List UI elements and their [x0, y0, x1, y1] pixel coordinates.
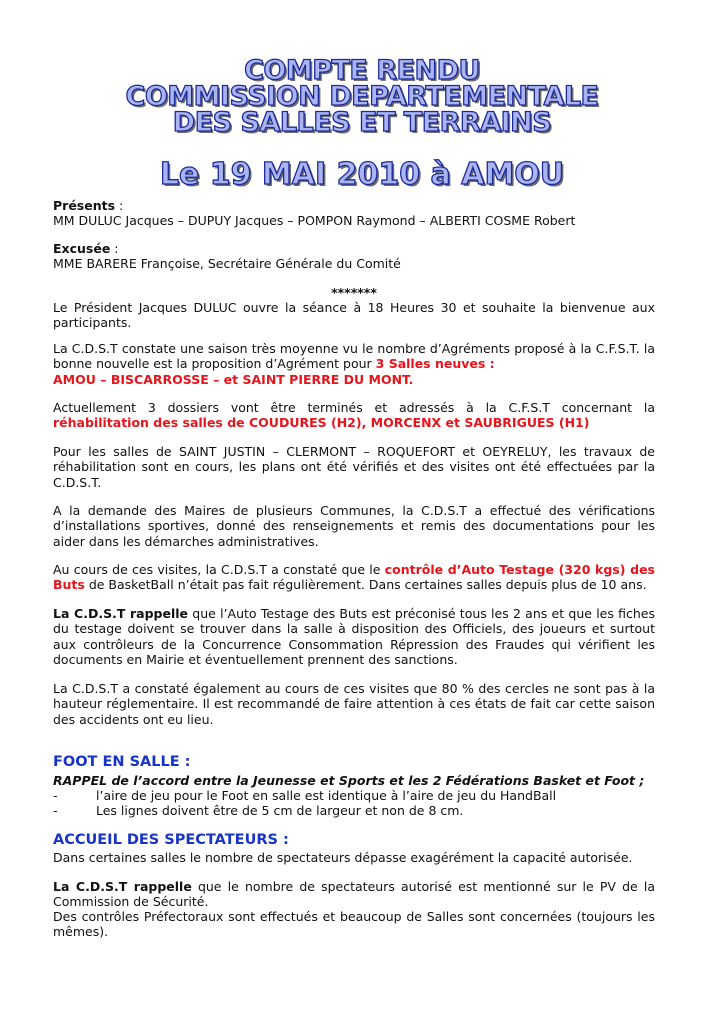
agrements-salles: AMOU – BISCARROSSE – et SAINT PIERRE DU MONT.: [53, 371, 414, 387]
meeting-date: Le 19 MAI 2010 à AMOU: [159, 157, 565, 192]
paragraph-rappel: [53, 606, 655, 667]
presents-label: Présents: [53, 198, 116, 213]
paragraph-agrements: [53, 341, 655, 387]
auto-testage-text: Au cours de ces visites, la C.D.S.T a constaté que le: [53, 562, 385, 577]
heading-foot-en-salle: FOOT EN SALLE :: [53, 754, 191, 770]
bullet-dash: -: [53, 803, 58, 818]
paragraph-controles: Des contrôles Préfectoraux sont effectués et beaucoup de Salles sont concernées (toujours les mêmes).: [53, 909, 655, 940]
paragraph-verifications: A la demande des Maires de plusieurs Communes, la C.D.S.T a effectué des vérifications d’installations sportives, donné des renseignements et remis des documentations pour les aider dans les démarches administratives.: [53, 503, 655, 549]
title-line-3: DES SALLES ET TERRAINS: [172, 107, 552, 138]
foot-rappel: RAPPEL de l’accord entre la Jeunesse et Sports et les 2 Fédérations Basket et Foot ;: [53, 773, 645, 788]
dossiers-highlight: réhabilitation des salles de COUDURES (H2), MORCENX et SAUBRIGUES (H1): [53, 415, 590, 431]
bullet-text: Les lignes doivent être de 5 cm de largeur et non de 8 cm.: [96, 803, 464, 818]
paragraph-capacite: Dans certaines salles le nombre de spectateurs dépasse exagérément la capacité autorisée.: [53, 850, 633, 865]
paragraph-opening: Le Président Jacques DULUC ouvre la séance à 18 Heures 30 et souhaite la bienvenue aux participants.: [53, 300, 655, 331]
excusee-label: Excusée: [53, 241, 111, 256]
heading-accueil-spectateurs: ACCUEIL DES SPECTATEURS :: [53, 832, 289, 848]
paragraph-dossiers: [53, 400, 655, 431]
separator: *******: [331, 285, 377, 300]
dossiers-text: Actuellement 3 dossiers vont être terminés et adressés à la C.F.S.T concernant la: [53, 400, 655, 415]
auto-testage-highlight: contrôle d’Auto Testage (320 kgs) des Buts: [53, 562, 655, 593]
paragraph-accueil-rappel: [53, 879, 655, 910]
paragraph-auto-testage: [53, 562, 655, 593]
paragraph-cercles: La C.D.S.T a constaté également au cours de ces visites que 80 % des cercles ne sont pas à la hauteur réglementaire. Il est recommandé de faire attention à ces états de fait car cette saison des accidents ont eu lieu.: [53, 681, 655, 727]
auto-testage-rest: de BasketBall n’était pas fait régulièrement. Dans certaines salles depuis plus de 10 ans.: [84, 577, 647, 593]
presents-names: MM DULUC Jacques – DUPUY Jacques – POMPON Raymond – ALBERTI COSME Robert: [53, 213, 576, 229]
bullet-text: l’aire de jeu pour le Foot en salle est identique à l’aire de jeu du HandBall: [96, 788, 557, 803]
bullet-dash: -: [53, 788, 58, 803]
presents-section: [53, 198, 655, 229]
accueil-rappel-bold: La C.D.S.T rappelle: [53, 879, 192, 894]
accueil-rappel-text: que le nombre de spectateurs autorisé est mentionné sur le PV de la Commission de Sécurité.: [53, 879, 655, 910]
excusee-names: MME BARERE Françoise, Secrétaire Générale du Comité: [53, 256, 401, 272]
title-line-1: COMPTE RENDU: [244, 55, 480, 86]
agrements-text: La C.D.S.T constate une saison très moyenne vu le nombre d’Agréments proposé à la C.F.S.T. la bonne nouvelle est la proposition d’Agrément pour: [53, 341, 655, 372]
rappel-bold: La C.D.S.T rappelle: [53, 606, 189, 621]
agrements-highlight: 3 Salles neuves :: [375, 356, 495, 372]
excusee-section: [53, 241, 655, 272]
presents-colon: :: [115, 198, 124, 213]
paragraph-travaux: Pour les salles de SAINT JUSTIN – CLERMONT – ROQUEFORT et OEYRELUY, les travaux de réhabilitation sont en cours, les plans ont été vérifiés et des visites ont été effectuées par la C.D.S.T.: [53, 444, 655, 490]
rappel-text: que l’Auto Testage des Buts est préconisé tous les 2 ans et que les fiches du testage doivent se trouver dans la salle à disposition des Officiels, des joueurs et surtout aux contrôleurs de la Concurrence Consommation Répression des Fraudes qui vérifient les documents en Mairie et éventuellement prennent des sanctions.: [53, 606, 656, 667]
excusee-colon: :: [110, 241, 119, 256]
title-line-2: COMMISSION DEPARTEMENTALE: [125, 81, 599, 112]
document-title: [0, 55, 724, 138]
